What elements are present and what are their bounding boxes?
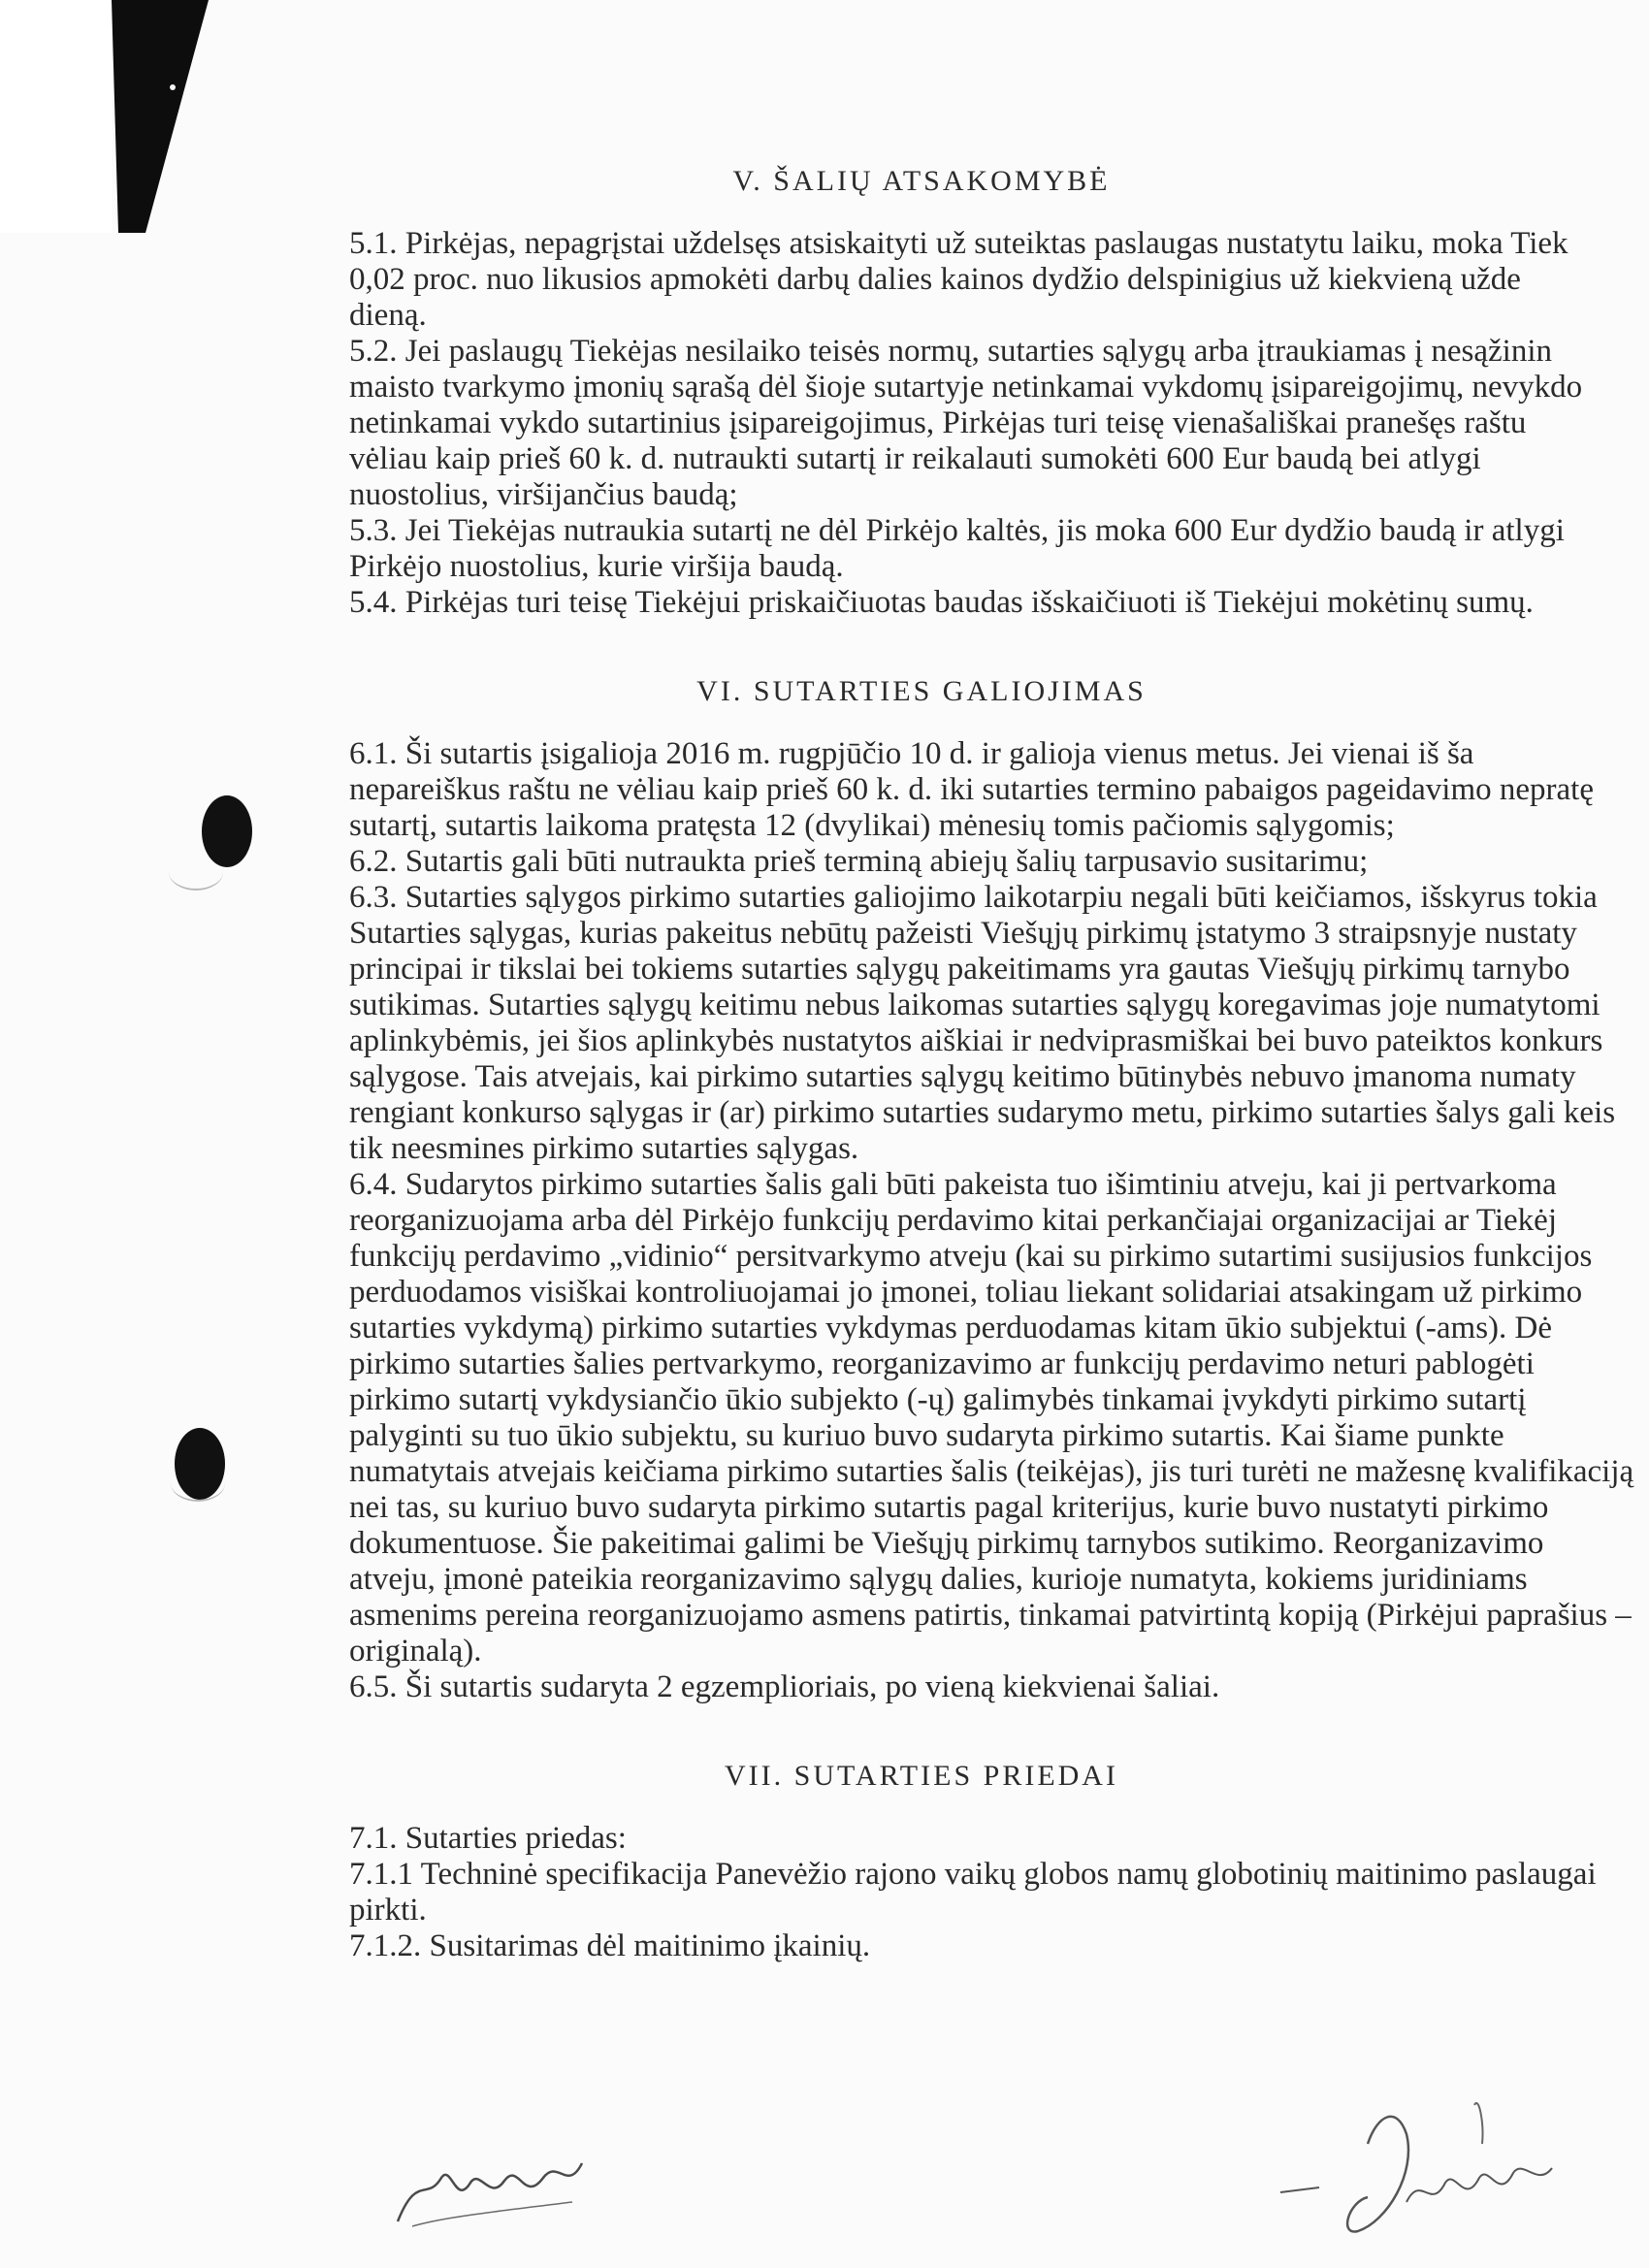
section5-paragraph — [349, 513, 1649, 585]
signature-right — [1261, 2086, 1591, 2251]
section5-paragraph — [349, 334, 1649, 513]
paragraph-line: 6.2. Sutartis gali būti nutraukta prieš terminą abiejų šalių tarpusavio susitarimu; — [349, 844, 1369, 879]
section6-paragraph — [349, 736, 1649, 844]
paragraph-line: 7.1.1 Techninė specifikacija Panevėžio rajono vaikų globos namų globotinių maitinimo paslaugai — [349, 1857, 1597, 1892]
paragraph-line: Pirkėjo nuostolius, kurie viršija baudą. — [349, 549, 844, 584]
section6-paragraph — [349, 880, 1649, 1167]
section-6-body — [349, 736, 1649, 1705]
section7-paragraph — [349, 1857, 1649, 1928]
paragraph-line: perduodamos visiškai kontroliuojamai jo įmonei, toliau liekant solidariai atsakingam už pirkimo — [349, 1275, 1583, 1310]
signatures-area — [0, 2086, 1649, 2260]
paragraph-line: 7.1. Sutarties priedas: — [349, 1821, 627, 1856]
document-body — [349, 146, 1649, 2163]
section-5-heading: V. ŠALIŲ ATSAKOMYBĖ — [732, 165, 1111, 197]
section7-paragraph — [349, 1821, 1649, 1857]
paragraph-line: aplinkybėmis, jei šios aplinkybės nustatytos aiškiai ir nedviprasmiškai bei buvo pateiktos konkurs — [349, 1023, 1603, 1058]
section6-paragraph — [349, 844, 1649, 880]
paragraph-line: 0,02 proc. nuo likusios apmokėti darbų dalies kainos dydžio delspinigius už kiekvieną užde — [349, 262, 1521, 297]
paragraph-line: 6.5. Ši sutartis sudaryta 2 egzemplioriais, po vieną kiekvienai šaliai. — [349, 1669, 1220, 1704]
section6-paragraph — [349, 1669, 1649, 1705]
punch-hole-top-ring — [169, 854, 223, 891]
paragraph-line: sąlygose. Tais atvejais, kai pirkimo sutarties sąlygų keitimo būtinybės nebuvo įmanoma numaty — [349, 1059, 1576, 1094]
paragraph-line: 5.3. Jei Tiekėjas nutraukia sutartį ne dėl Pirkėjo kaltės, jis moka 600 Eur dydžio baudą ir atlygi — [349, 513, 1565, 548]
paragraph-line: nepareiškus raštu ne vėliau kaip prieš 60 k. d. iki sutarties termino pabaigos pageidavimo nepratę — [349, 772, 1594, 807]
paragraph-line: rengiant konkurso sąlygas ir (ar) pirkimo sutarties sudarymo metu, pirkimo sutarties šalys gali keis — [349, 1095, 1616, 1130]
paragraph-line: originalą). — [349, 1634, 482, 1669]
section-7-body — [349, 1821, 1649, 1964]
paragraph-line: 7.1.2. Susitarimas dėl maitinimo įkainių. — [349, 1928, 871, 1963]
section6-paragraph — [349, 1167, 1649, 1669]
paragraph-line: sutarties vykdymą) pirkimo sutarties vykdymas perduodamas kitam ūkio subjektui (-ams). Dė — [349, 1311, 1553, 1345]
paragraph-line: 5.2. Jei paslaugų Tiekėjas nesilaiko teisės normų, sutarties sąlygų arba įtraukiamas į nesąžinin — [349, 334, 1552, 369]
paragraph-line: nuostolius, viršijančius baudą; — [349, 477, 738, 512]
paragraph-line: 5.4. Pirkėjas turi teisę Tiekėjui priskaičiuotas baudas išskaičiuoti iš Tiekėjui mokėtinų sumų. — [349, 585, 1534, 620]
scan-corner-shadow — [0, 0, 233, 233]
paragraph-line: palyginti su tuo ūkio subjektu, su kuriuo buvo sudaryta pirkimo sutartis. Kai šiame punkte — [349, 1418, 1504, 1453]
paragraph-line: Sutarties sąlygas, kurias pakeitus nebūtų pažeisti Viešųjų pirkimų įstatymo 3 straipsnyje nustaty — [349, 916, 1577, 951]
paragraph-line: pirkimo sutarties šalies pertvarkymo, reorganizavimo ar funkcijų perdavimo neturi pablogėti — [349, 1346, 1535, 1381]
paragraph-line: asmenims pereina reorganizuojamo asmens patirtis, tinkamai patvirtintą kopiją (Pirkėjui paprašius – — [349, 1598, 1632, 1633]
paragraph-line: vėliau kaip prieš 60 k. d. nutraukti sutartį ir reikalauti sumokėti 600 Eur baudą bei atlygi — [349, 441, 1481, 476]
paragraph-line: 6.3. Sutarties sąlygos pirkimo sutarties galiojimo laikotarpiu negali būti keičiamos, išskyrus tokia — [349, 880, 1598, 915]
section-6-heading: VI. SUTARTIES GALIOJIMAS — [696, 675, 1147, 707]
punch-hole-bottom-ring — [171, 1465, 225, 1502]
paragraph-line: pirkimo sutartį vykdysiančio ūkio subjekto (-ų) galimybės tinkamai įvykdyti pirkimo sutartį — [349, 1382, 1527, 1417]
paragraph-line: maisto tvarkymo įmonių sąrašą dėl šioje sutartyje netinkamai vykdomų įsipareigojimų, nevykdo — [349, 370, 1583, 405]
paragraph-line: netinkamai vykdo sutartinius įsipareigojimus, Pirkėjas turi teisę vienašališkai pranešęs raštu — [349, 405, 1527, 440]
section5-paragraph — [349, 585, 1649, 621]
paragraph-line: sutartį, sutartis laikoma pratęsta 12 (dvylikai) mėnesių tomis pačiomis sąlygomis; — [349, 808, 1395, 843]
paragraph-line: numatytais atvejais keičiama pirkimo sutarties šalis (teikėjas), jis turi turėti ne mažesnę kvalifikaciją — [349, 1454, 1634, 1489]
paragraph-line: atveju, įmonė pateikia reorganizavimo sąlygų dalies, kurioje numatyta, kokiems juridiniams — [349, 1562, 1528, 1597]
paragraph-line: dokumentuose. Šie pakeitimai galimi be Viešųjų pirkimų tarnybos sutikimo. Reorganizavimo — [349, 1526, 1544, 1561]
paragraph-line: tik neesmines pirkimo sutarties sąlygas. — [349, 1131, 859, 1166]
paragraph-line: pirkti. — [349, 1893, 427, 1928]
paragraph-line: sutikimas. Sutarties sąlygų keitimu nebus laikomas sutarties sąlygų koregavimas joje numatytomi — [349, 988, 1600, 1022]
paragraph-line: principai ir tikslai bei tokiems sutarties sąlygų pakeitimams yra gautas Viešųjų pirkimų tarnybo — [349, 952, 1570, 987]
section7-paragraph — [349, 1928, 1649, 1964]
section-7-heading: VII. SUTARTIES PRIEDAI — [725, 1760, 1118, 1792]
paragraph-line: 6.1. Ši sutartis įsigalioja 2016 m. rugpjūčio 10 d. ir galioja vienus metus. Jei vienai iš ša — [349, 736, 1474, 771]
section-5-body — [349, 226, 1649, 621]
paragraph-line: reorganizuojama arba dėl Pirkėjo funkcijų perdavimo kitai perkančiajai organizacijai ar Tiekėj — [349, 1203, 1557, 1238]
paragraph-line: dieną. — [349, 298, 427, 333]
section5-paragraph — [349, 226, 1649, 334]
paragraph-line: funkcijų perdavimo „vidinio“ persitvarkymo atveju (kai su pirkimo sutartimi susijusios funkcijos — [349, 1239, 1593, 1274]
paragraph-line: 6.4. Sudarytos pirkimo sutarties šalis gali būti pakeista tuo išimtiniu atveju, kai ji pertvarkoma — [349, 1167, 1557, 1202]
paragraph-line: nei tas, su kuriuo buvo sudaryta pirkimo sutartis pagal kriterijus, kurie buvo nustatyti pirkimo — [349, 1490, 1549, 1525]
signature-left — [388, 2134, 601, 2241]
paragraph-line: 5.1. Pirkėjas, nepagrįstai uždelsęs atsiskaityti už suteiktas paslaugas nustatytu laiku, moka Tiek — [349, 226, 1568, 261]
